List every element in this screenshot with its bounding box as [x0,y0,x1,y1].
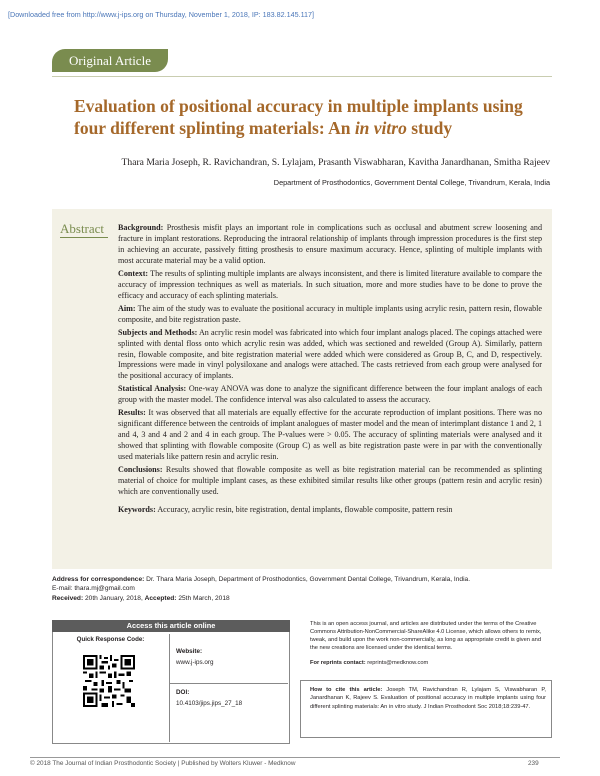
qr-code-icon[interactable] [83,655,135,707]
abstract-results: Results: It was observed that all materials are equally effective for the accurate reproduction of implant positions. There was no significant difference between the centroids of implant analogues of master model and the mean of interimplant distance 1 and 2, 1 and 4, 3 and 4 and 2 and 4 in each group. The P-values were > 0.05. The accuracy of splinting materials were analysed and it showed that splinting with flowable composite (Group C) as well as bite registration paste were in par with the conventionally used materials like pattern resin and acrylic resin. [118,408,542,462]
abstract-context: Context: The results of splinting multiple implants are always inconsistent, and there is limited literature available to compare the accuracy of impression techniques as well as materials. In such situation, more and more studies have to be done to prove the efficacy and accuracy of each splinting materials. [118,268,542,300]
doi-label: DOI: [176,689,190,696]
website-link[interactable]: www.j-ips.org [176,659,214,666]
abstract-conclusions: Conclusions: Results showed that flowable composite as well as bite registration material can be recommended as splinting material of choice for multiple implant cases, as these exhibited similar results like other groups (pattern resin and acrylic resin) which are conventionally used. [118,465,542,496]
abstract-statistics: Statistical Analysis: One-way ANOVA was done to analyze the significant difference between the four implant analogs of each group with the master model. The confidence interval was also calculated to assess the accuracy. [118,384,542,405]
reprints-email[interactable]: reprints@medknow.com [365,660,429,666]
author-list: Thara Maria Joseph, R. Ravichandran, S. Lylajam, Prasanth Viswabharan, Kavitha Janardhanan, Smitha Rajeev [121,157,550,168]
abstract-label-underline [60,237,108,238]
download-banner: [Downloaded free from http://www.j-ips.org on Thursday, November 1, 2018, IP: 183.82.145.117] [8,10,315,19]
citation-text: How to cite this article: Joseph TM, Ravichandran R, Lylajam S, Viswabharan P, Janardhanan K, Rajeev S. Evaluation of positional accuracy in multiple implants using four different splinting materials: An in vitro study. J Indian Prosthodont Soc 2018;18:239-47. [310,687,546,710]
qr-label: Quick Response Code: [76,636,145,643]
reprints-contact: For reprints contact: reprints@medknow.com [310,660,429,666]
correspondence-block: Address for correspondence: Dr. Thara Maria Joseph, Department of Prosthodontics, Government Dental College, Trivandrum, Kerala, India. E-mail: thara.mj@gmail.com Received: 20th January, 2018, Accepted: 25th March, 2018 [52,575,552,603]
abstract-body [118,223,542,518]
doi-link[interactable]: 10.4103/jips.jips_27_18 [176,700,243,707]
website-label: Website: [176,648,203,655]
page-number: 239 [528,760,539,767]
abstract-keywords: Keywords: Accuracy, acrylic resin, bite registration, dental implants, flowable composite, pattern resin [118,504,453,514]
abstract-aim: Aim: The aim of the study was to evaluate the positional accuracy in multiple implants using acrylic resin, pattern resin, flowable composite, and bite registration paste. [118,303,542,324]
access-divider [170,683,288,684]
abstract-methods: Subjects and Methods: An acrylic resin model was fabricated into which four implant analogs placed. The copings attached were splinted with dental floss onto which acrylic resin was added, which was sectioned and rewelded (Group A). Similarly, pattern resin, flowable composite, and bite registration material were added which were considered as Group B, C, and D, respectively. Impressions were made in vinyl polysiloxane and analogs were attached. The casts retrieved from each group were analysed for the positional accuracy of implants. [118,327,542,381]
abstract-label: Abstract [60,221,105,236]
correspondence-email[interactable]: E-mail: thara.mj@gmail.com [52,585,135,593]
affiliation: Department of Prosthodontics, Government Dental College, Trivandrum, Kerala, India [273,178,550,187]
header-divider [52,76,552,77]
license-text: This is an open access journal, and articles are distributed under the terms of the Creative Commons Attribution-NonCommercial-ShareAlike 4.0 License, which allows others to remix, tweak, and build upon the work non-commercially, as long as appropriate credit is given and the new creations are licensed under the identical terms. [310,621,542,652]
abstract-background: Background: Prosthesis misfit plays an important role in complications such as occlusal and abutment screw loosening and fracture in implant restorations. Reproducing the intraoral relationship of implants through impression procedures is the first step in achieving an accurate, passively fitting prosthesis to ensure maximum accuracy. Hence, splinting of multiple implants with most accurate material may be a valid option. [118,223,542,265]
access-header: Access this article online [52,620,290,632]
footer-divider [30,757,560,758]
article-type-tag: Original Article [52,49,168,72]
article-title: Evaluation of positional accuracy in multiple implants using four different splinting materials: An in vitro study [74,96,523,138]
footer-text: © 2018 The Journal of Indian Prosthodontic Society | Published by Wolters Kluwer - Medknow [30,760,296,767]
